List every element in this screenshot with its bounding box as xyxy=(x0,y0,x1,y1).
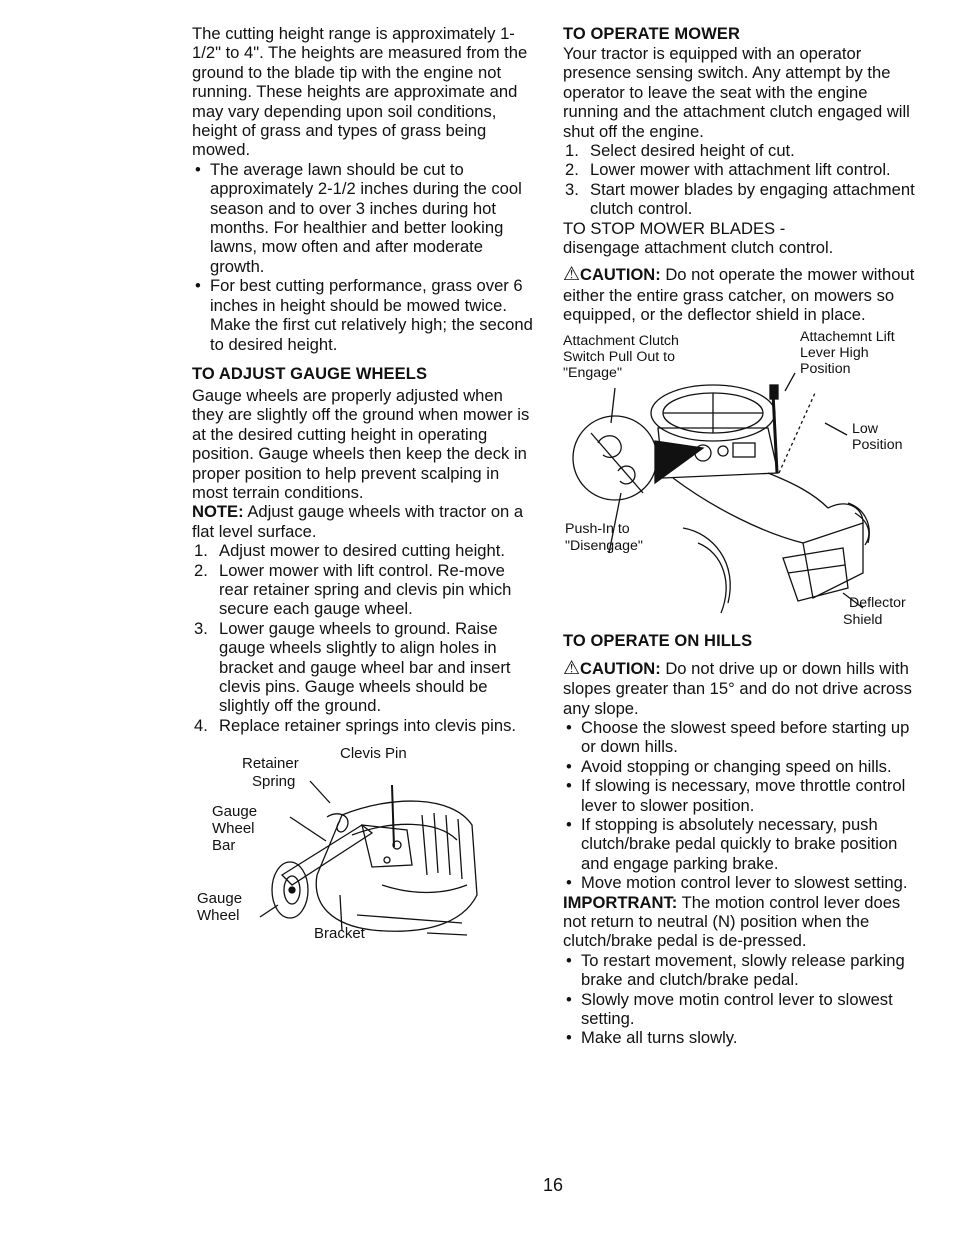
caution-text: Do not operate the mower without either the entire grass catcher, on mowers so equipped, or the deflector shield in place. xyxy=(563,265,915,325)
list-item xyxy=(563,180,923,219)
important-text: The motion control lever does not return to neutral (N) position when the clutch/brake pedal is de-pressed. xyxy=(563,892,901,951)
attachment-lift-label-2: Lever High xyxy=(800,344,869,361)
caution-icon: ⚠ xyxy=(563,264,581,286)
note-paragraph xyxy=(192,502,537,541)
caution-label: CAUTION: xyxy=(580,659,661,678)
gauge-wheel-label-2: Wheel xyxy=(197,907,240,925)
step-text: Start mower blades by engaging attachment clutch control. xyxy=(590,179,915,219)
list-item: • Slowly move motin control lever to slowest setting. xyxy=(563,990,923,1029)
gauge-wheel-bar-label-2: Wheel xyxy=(212,820,255,838)
right-column xyxy=(563,24,923,1048)
caution-text: Do not drive up or down hills with slopes greater than 15° and do not drive across any slope. xyxy=(563,658,912,718)
operate-steps-list xyxy=(563,141,923,219)
retainer-label: Retainer xyxy=(242,755,299,773)
stop-blades-text: disengage attachment clutch control. xyxy=(563,238,834,258)
step-text: Adjust mower to desired cutting height. xyxy=(219,541,505,561)
list-item xyxy=(563,141,923,160)
step-number: 2. xyxy=(194,560,208,580)
important-label: IMPORTRANT: xyxy=(563,892,678,912)
list-item xyxy=(192,619,537,716)
bracket-label: Bracket xyxy=(314,925,365,943)
important-paragraph xyxy=(563,893,923,951)
cutting-height-intro: The cutting height range is approximately 1-1/2" to 4". The heights are measured from the ground to the blade tip with the engine not running. These heights are approximate and may vary depending upon soil conditions, height of grass and types of grass being mowed. xyxy=(192,24,528,160)
list-item: • Avoid stopping or changing speed on hills. xyxy=(563,757,923,776)
gauge-wheel-bar-label-1: Gauge xyxy=(212,803,258,821)
stop-blades-heading: TO STOP MOWER BLADES - xyxy=(563,218,786,238)
operate-on-hills-heading: TO OPERATE ON HILLS xyxy=(563,631,753,650)
list-item xyxy=(192,716,537,735)
attachment-clutch-label-2: Switch Pull Out to xyxy=(563,348,675,365)
step-text: Lower mower with attachment lift control. xyxy=(590,160,891,180)
spring-label: Spring xyxy=(252,773,296,791)
push-in-label-1: Push-In to xyxy=(565,520,630,537)
gauge-steps-list xyxy=(192,541,537,735)
gauge-wheels-heading: TO ADJUST GAUGE WHEELS xyxy=(192,364,428,383)
gauge-wheel-label-1: Gauge xyxy=(197,890,243,908)
list-item: • Move motion control lever to slowest setting. xyxy=(563,873,923,892)
list-item: • For best cutting performance, grass over 6 inches in height should be mowed twice. Make the first cut relatively high; the second to desired height. xyxy=(192,276,537,354)
list-item: • If slowing is necessary, move throttle control lever to slower position. xyxy=(563,776,923,815)
low-position-label-1: Low xyxy=(852,420,879,437)
restart-tips-list xyxy=(563,951,923,1048)
hill-tips-list xyxy=(563,718,923,893)
list-item: • Make all turns slowly. xyxy=(563,1028,923,1047)
attachment-lift-label-3: Position xyxy=(800,360,851,377)
caution-hills xyxy=(563,659,923,718)
attachment-clutch-label-3: "Engage" xyxy=(563,364,622,381)
mowing-tips-list xyxy=(192,160,537,354)
list-item: • If stopping is absolutely necessary, push clutch/brake pedal quickly to brake position and engage parking brake. xyxy=(563,815,923,873)
caution-label: CAUTION: xyxy=(580,266,661,285)
step-number: 1. xyxy=(565,141,579,161)
note-label: NOTE: xyxy=(192,502,244,522)
caution-deflector xyxy=(563,265,923,324)
step-number: 2. xyxy=(565,160,579,180)
list-item xyxy=(563,160,923,179)
deflector-shield-label-2: Shield xyxy=(843,611,883,628)
attachment-clutch-label-1: Attachment Clutch xyxy=(563,332,679,349)
list-item: • Choose the slowest speed before starting up or down hills. xyxy=(563,718,923,757)
list-item: • To restart movement, slowly release parking brake and clutch/brake pedal. xyxy=(563,951,923,990)
list-item xyxy=(192,561,537,619)
gauge-wheels-text: Gauge wheels are properly adjusted when they are slightly off the ground when mower is at the desired cutting height in operating position. Gauge wheels then keep the deck in proper position to help prevent scalping in most terrain conditions. xyxy=(192,385,530,502)
operate-mower-heading: TO OPERATE MOWER xyxy=(563,25,740,43)
step-number: 3. xyxy=(194,618,208,638)
note-text: Adjust gauge wheels with tractor on a flat level surface. xyxy=(192,502,524,541)
step-text: Select desired height of cut. xyxy=(590,141,795,161)
list-item xyxy=(192,541,537,560)
push-in-label-2: "Disengage" xyxy=(565,537,643,554)
step-text: Lower gauge wheels to ground. Raise gauge wheels slightly to align holes in bracket and gauge wheel bar and insert clevis pins. Gauge wheels should be slightly off the ground. xyxy=(219,618,511,716)
mower-controls-figure xyxy=(563,328,918,641)
caution-icon: ⚠ xyxy=(563,657,581,679)
operate-mower-text: Your tractor is equipped with an operator presence sensing switch. Any attempt by the operator to leave the seat with the engine running and the attachment clutch engaged will shut off the engine. xyxy=(563,44,910,141)
attachment-lift-label-1: Attachemnt Lift xyxy=(800,328,895,345)
left-column xyxy=(192,24,537,965)
gauge-wheel-figure xyxy=(197,745,522,965)
gauge-wheel-bar-label-3: Bar xyxy=(212,837,236,855)
step-text: Replace retainer springs into clevis pins. xyxy=(219,715,516,735)
list-item: • The average lawn should be cut to approximately 2-1/2 inches during the cool season and to over 3 inches during hot months. For healthier and better looking lawns, mow often and after moderate growth. xyxy=(192,160,537,276)
step-text: Lower mower with lift control. Re-move rear retainer spring and clevis pin which secure each gauge wheel. xyxy=(219,560,512,619)
deflector-shield-label-1: Deflector xyxy=(849,594,906,611)
low-position-label-2: Position xyxy=(852,436,903,453)
page-number: 16 xyxy=(543,1175,564,1195)
clevis-pin-label: Clevis Pin xyxy=(340,745,407,763)
step-number: 3. xyxy=(565,179,579,199)
step-number: 1. xyxy=(194,541,208,561)
step-number: 4. xyxy=(194,715,208,735)
